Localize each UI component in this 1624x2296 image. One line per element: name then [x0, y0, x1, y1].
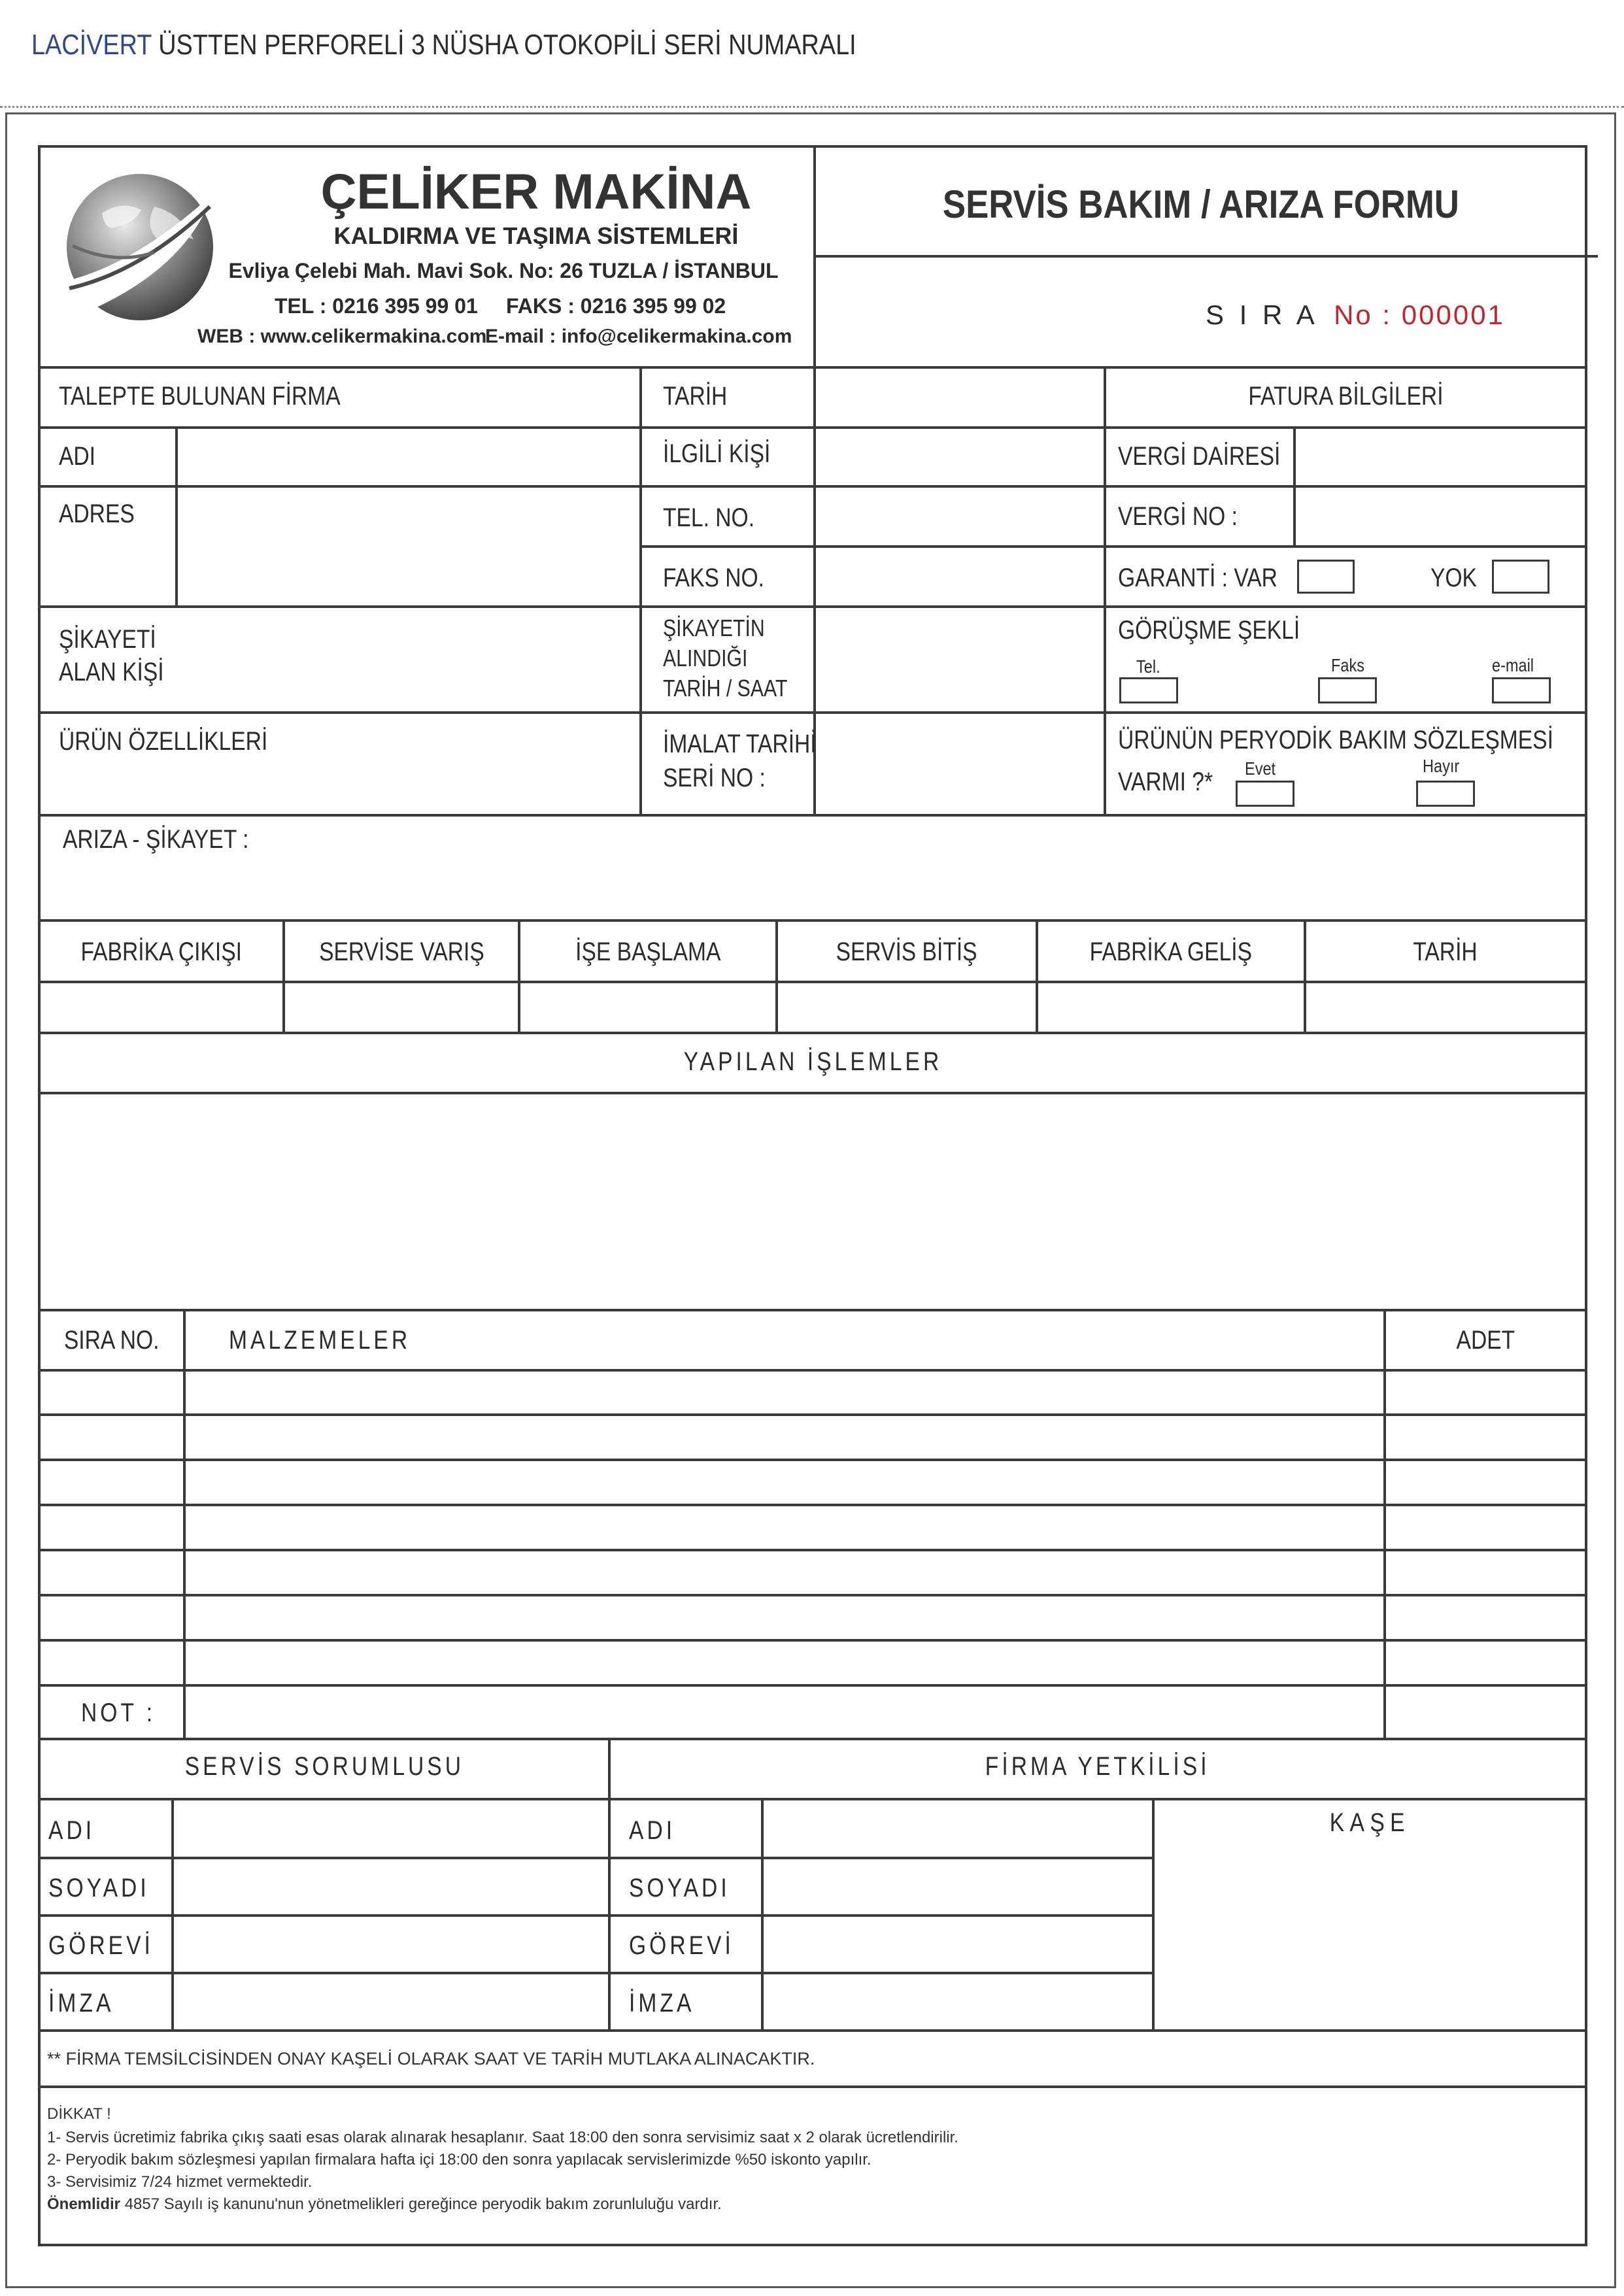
onemli-bold: Önemlidir — [47, 2195, 121, 2213]
gorusme-tel-checkbox[interactable] — [1119, 677, 1178, 703]
label-talepte-bulunan: TALEPTE BULUNAN FİRMA — [59, 382, 341, 411]
garanti-yok-checkbox[interactable] — [1492, 560, 1549, 594]
form-title: SERVİS BAKIM / ARIZA FORMU — [942, 182, 1460, 226]
label-hayir: Hayır — [1423, 756, 1460, 776]
firma-gorevi-label: GÖREVİ — [629, 1931, 734, 1960]
globe-logo — [56, 167, 220, 331]
signature-firma-heading: FİRMA YETKİLİSİ — [985, 1752, 1210, 1781]
label-sikayetin-3: TARİH / SAAT — [663, 675, 788, 701]
timeline-fabrika-gelis: FABRİKA GELİŞ — [1089, 937, 1253, 966]
serial-number — [1206, 299, 1505, 331]
footer-dikkat: DİKKAT ! — [47, 2105, 111, 2123]
footer-note-1: 1- Servis ücretimiz fabrika çıkış saati esas olarak alınarak hesaplanır. Saat 18:00 den sonra servisimiz saat x 2 olarak ücretlendirilir. — [47, 2129, 958, 2146]
timeline-ise-baslama: İŞE BAŞLAMA — [575, 937, 721, 966]
materials-sira-header: SIRA NO. — [64, 1326, 160, 1355]
company-address: Evliya Çelebi Mah. Mavi Sok. No: 26 TUZLA / İSTANBUL — [228, 259, 779, 282]
timeline-servis-bitis: SERVİS BİTİŞ — [836, 937, 977, 966]
label-gorusme-tel: Tel. — [1136, 656, 1160, 677]
company-email: E-mail : info@celikermakina.com — [485, 326, 792, 347]
garanti-var-checkbox[interactable] — [1297, 560, 1355, 594]
label-ilgili-kisi: İLGİLİ KİŞİ — [663, 439, 771, 468]
label-faks-no: FAKS NO. — [663, 564, 764, 592]
label-gorusme-email: e-mail — [1492, 655, 1534, 675]
label-peryodik-1: ÜRÜNÜN PERYODİK BAKIM SÖZLEŞMESİ — [1118, 726, 1553, 754]
banner-text: ÜSTTEN PERFORELİ 3 NÜSHA OTOKOPİLİ SERİ NUMARALI — [151, 29, 856, 61]
vergi-no-field[interactable] — [1294, 486, 1582, 544]
print-spec-banner — [31, 29, 856, 61]
label-ariza: ARIZA - ŞİKAYET : — [63, 825, 249, 854]
label-urun-ozellikleri: ÜRÜN ÖZELLİKLERİ — [59, 727, 268, 756]
timeline-tarih: TARİH — [1413, 937, 1478, 966]
onemli-text: 4857 Sayılı iş kanunu'nun yönetmelikleri gereğince peryodik bakım zorunluluğu vardır. — [120, 2195, 722, 2213]
signature-servis-heading: SERVİS SORUMLUSU — [184, 1752, 464, 1781]
servis-soyadi-label: SOYADI — [48, 1874, 150, 1902]
label-imalat-tarihi: İMALAT TARİHİ — [663, 730, 817, 758]
label-gorusme: GÖRÜŞME ŞEKLİ — [1118, 616, 1300, 645]
footer-note-2: 2- Peryodik bakım sözleşmesi yapılan firmalara hafta içi 18:00 den sonra yapılacak servislerimizde %50 iskonto yapılır. — [47, 2151, 871, 2169]
label-sikayetin-2: ALINDIĞI — [663, 645, 748, 671]
materials-adet-header: ADET — [1456, 1326, 1515, 1355]
company-web: WEB : www.celikermakina.com — [197, 326, 487, 347]
materials-not-label: NOT : — [81, 1698, 156, 1727]
peryodik-evet-checkbox[interactable] — [1236, 781, 1294, 807]
timeline-fabrika-cikisi: FABRİKA ÇIKIŞI — [80, 937, 243, 966]
vergi-dairesi-field[interactable] — [1294, 428, 1582, 484]
materials-malzemeler-header: MALZEMELER — [229, 1326, 411, 1355]
company-subtitle: KALDIRMA VE TAŞIMA SİSTEMLERİ — [333, 222, 739, 249]
label-tel-no: TEL. NO. — [663, 503, 755, 532]
peryodik-hayir-checkbox[interactable] — [1416, 781, 1475, 807]
timeline-servise-varis: SERVİSE VARIŞ — [318, 937, 484, 966]
label-garanti-var: GARANTİ : VAR — [1118, 564, 1277, 592]
label-tarih: TARİH — [663, 382, 728, 411]
company-tel: TEL : 0216 395 99 01 — [275, 294, 478, 318]
serial-label: S I R A — [1206, 299, 1319, 330]
footer-note-onemli — [47, 2195, 722, 2214]
label-vergi-no: VERGİ NO : — [1118, 502, 1238, 531]
label-sikayeti-alan-2: ALAN KİŞİ — [59, 658, 164, 686]
firma-soyadi-label: SOYADI — [629, 1874, 730, 1902]
label-adi: ADI — [59, 442, 96, 471]
label-evet: Evet — [1245, 758, 1276, 779]
label-sikayetin-1: ŞİKAYETİN — [663, 615, 765, 641]
gorusme-faks-checkbox[interactable] — [1318, 677, 1377, 703]
ariza-field[interactable] — [41, 817, 1585, 918]
gorusme-email-checkbox[interactable] — [1492, 677, 1551, 703]
footer-onay-note: ** FİRMA TEMSİLCİSİNDEN ONAY KAŞELİ OLARAK SAAT VE TARİH MUTLAKA ALINACAKTIR. — [47, 2049, 815, 2068]
title-tick — [1585, 255, 1598, 258]
company-fax: FAKS : 0216 395 99 02 — [506, 294, 726, 318]
company-name: ÇELİKER MAKİNA — [320, 164, 752, 220]
label-yok: YOK — [1430, 564, 1477, 592]
label-gorusme-faks: Faks — [1331, 655, 1364, 675]
label-sikayeti-alan-1: ŞİKAYETİ — [59, 625, 156, 654]
yapilan-islemler-heading: YAPILAN İŞLEMLER — [683, 1047, 942, 1076]
banner-accent: LACİVERT — [31, 29, 152, 61]
label-peryodik-2: VARMI ?* — [1118, 768, 1213, 796]
label-fatura: FATURA BİLGİLERİ — [1247, 382, 1444, 411]
servis-imza-label: İMZA — [48, 1989, 114, 2017]
servis-gorevi-label: GÖREVİ — [48, 1931, 154, 1960]
kase-label: KAŞE — [1329, 1808, 1410, 1837]
servis-adi-label: ADI — [48, 1816, 95, 1845]
perforation-line — [0, 106, 1624, 108]
label-seri-no: SERİ NO : — [663, 764, 766, 792]
label-adres: ADRES — [59, 499, 135, 528]
footer-note-3: 3- Servisimiz 7/24 hizmet vermektedir. — [47, 2173, 313, 2191]
label-vergi-dairesi: VERGİ DAİRESİ — [1118, 442, 1281, 471]
yapilan-islemler-field[interactable] — [41, 1094, 1585, 1308]
serial-value: No : 000001 — [1334, 299, 1505, 330]
firma-adi-label: ADI — [629, 1816, 676, 1845]
firma-imza-label: İMZA — [629, 1989, 695, 2017]
